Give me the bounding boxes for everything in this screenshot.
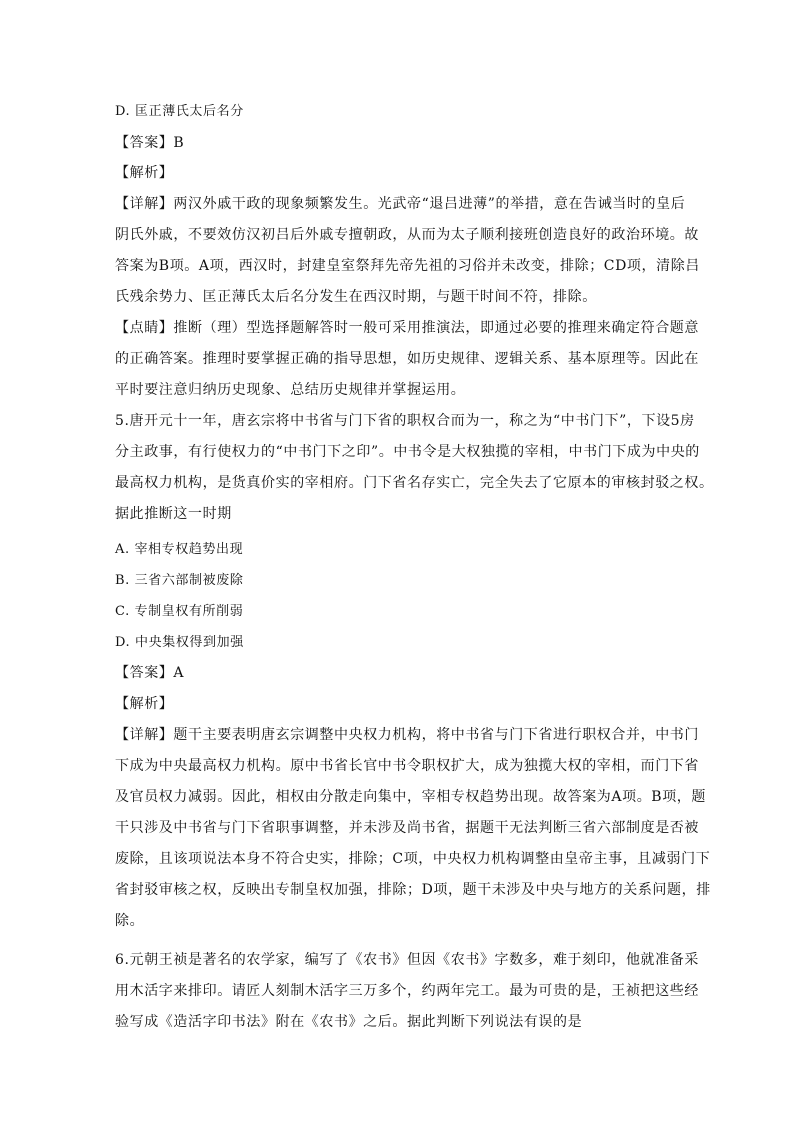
answer-line: 【答案】A (115, 665, 185, 681)
question-5-line: 最高权力机构，是货真价实的宰相府。门下省名存实亡，完全失去了它原本的审核封驳之权。 (115, 475, 714, 491)
detail-line: 干只涉及中书省与门下省职事调整，并未涉及尚书省，据题干无法判断三省六部制度是否被 (115, 820, 699, 836)
question-5-line: 5.唐开元十一年，唐玄宗将中书省与门下省的职权合而为一，称之为“中书门下”，下设5房 (115, 413, 695, 429)
answer-line: 【答案】B (115, 135, 185, 151)
detail-line: 下成为中央最高权力机构。原中书省长官中书令职权扩大，成为独揽大权的宰相，而门下省 (115, 758, 699, 774)
option-a: A. 宰相专权趋势出现 (115, 542, 244, 557)
tip-line: 平时要注意归纳历史现象、总结历史规律并掌握运用。 (115, 382, 466, 398)
option-b: B. 三省六部制被废除 (115, 573, 244, 588)
option-d: D. 中央集权得到加强 (115, 635, 244, 650)
option-c: C. 专制皇权有所削弱 (115, 604, 244, 619)
question-6-line: 用木活字来排印。请匠人刻制木活字三万多个，约两年完工。最为可贵的是，王祯把这些经 (115, 983, 699, 999)
question-6-line: 6.元朝王祯是著名的农学家，编写了《农书》但因《农书》字数多，难于刻印，他就准备采 (115, 952, 699, 968)
analysis-heading: 【解析】 (115, 696, 174, 712)
question-5-line: 分主政事，有行使权力的“中书门下之印”。中书令是大权独揽的宰相，中书门下成为中央的 (115, 444, 700, 460)
detail-line: 【详解】两汉外戚干政的现象频繁发生。光武帝“退吕进薄”的举措，意在告诫当时的皇后 (115, 196, 686, 212)
detail-line: 氏残余势力、匡正薄氏太后名分发生在西汉时期，与题干时间不符，排除。 (115, 289, 597, 305)
detail-line: 答案为B项。A项，西汉时，封建皇室祭拜先帝先祖的习俗并未改变，排除；CD项，清除吕 (115, 258, 700, 274)
detail-line: 阴氏外戚，不要效仿汉初吕后外戚专擅朝政，从而为太子顺利接班创造良好的政治环境。故 (115, 227, 699, 243)
analysis-heading: 【解析】 (115, 165, 174, 181)
option-d-line: D. 匡正薄氏太后名分 (115, 104, 244, 119)
detail-line: 省封驳审核之权，反映出专制皇权加强，排除；D项，题干未涉及中央与地方的关系问题，排 (115, 882, 711, 898)
detail-line: 除。 (115, 913, 145, 929)
tip-line: 的正确答案。推理时要掌握正确的指导思想，如历史规律、逻辑关系、基本原理等。因此在 (115, 351, 699, 367)
question-5-line: 据此推断这一时期 (115, 506, 232, 522)
question-6-line: 验写成《造活字印书法》附在《农书》之后。据此判断下列说法有误的是 (115, 1014, 583, 1030)
detail-line: 及官员权力减弱。因此，相权由分散走向集中，宰相专权趋势出现。故答案为A项。B项，题 (115, 789, 706, 805)
detail-line: 【详解】题干主要表明唐玄宗调整中央权力机构，将中书省与门下省进行职权合并，中书门 (115, 727, 699, 743)
detail-line: 废除，且该项说法本身不符合史实，排除；C项，中央权力机构调整由皇帝主事，且减弱门下 (115, 851, 711, 867)
tip-line: 【点睛】推断（理）型选择题解答时一般可采用推演法，即通过必要的推理来确定符合题意 (115, 320, 699, 336)
